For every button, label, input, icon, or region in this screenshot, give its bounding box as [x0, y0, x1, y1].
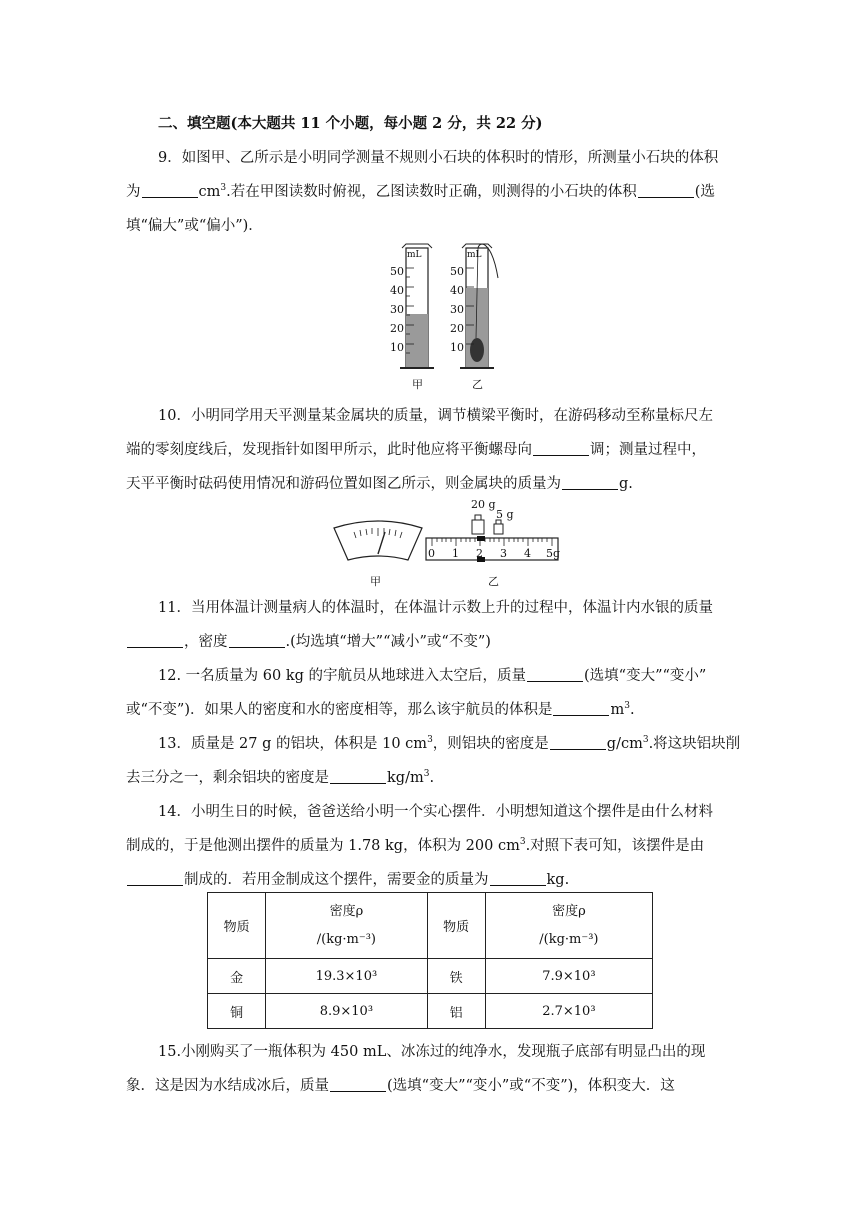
q9-line3: 填“偏大”或“偏小”)． — [126, 218, 263, 234]
table-row: 金 19.3×10³ 铁 7.9×10³ — [208, 959, 653, 994]
q10-line1: 10．小明同学用天平测量某金属块的质量，调节横梁平衡时，在游码移动至称量标尺左 — [158, 408, 713, 424]
cyl-unit-a: mL — [407, 250, 422, 260]
answer-blank[interactable] — [527, 667, 583, 682]
q15-line2: 象．这是因为水结成冰后，质量 (选填“变大”“变小”或“不变”)，体积变大．这 — [126, 1078, 675, 1094]
answer-blank[interactable] — [562, 475, 618, 490]
table-row: 铜 8.9×10³ 铝 2.7×10³ — [208, 994, 653, 1029]
pointer-dial — [334, 521, 422, 560]
q14-line2: 制成的，于是他测出摆件的质量为 1.78 kg，体积为 200 $cm^3$.对照下表可知，该摆件是由 — [126, 837, 705, 854]
weight-label-20g: 20 g — [471, 498, 496, 511]
answer-blank[interactable] — [330, 1077, 386, 1092]
answer-blank[interactable] — [533, 441, 589, 456]
q14-line3: 制成的．若用金制成这个摆件，需要金的质量为 kg. — [126, 868, 569, 889]
fig-caption-b: 乙 — [488, 575, 499, 588]
q9-line2: 为 $cm^3$.若在甲图读数时俯视，乙图读数时正确，则测得的小石块的体积 (选 — [126, 183, 715, 200]
header-substance: 物质 — [427, 893, 485, 959]
answer-blank[interactable] — [553, 701, 609, 716]
answer-blank[interactable] — [638, 183, 694, 198]
weight-label-5g: 5 g — [496, 508, 514, 521]
cylinder-b — [460, 244, 498, 368]
density-table — [207, 892, 653, 1029]
q9-line1: 9．如图甲、乙所示是小明同学测量不规则小石块的体积时的情形，所测量小石块的体积 — [158, 150, 719, 166]
q12-line2: 或“不变”)．如果人的密度和水的密度相等，那么该宇航员的体积是 $m^3$. — [126, 701, 635, 718]
answer-blank[interactable] — [229, 633, 285, 648]
fig-caption-b: 乙 — [472, 378, 483, 391]
q11-line1: 11．当用体温计测量病人的体温时，在体温计示数上升的过程中，体温计内水银的质量 — [158, 600, 713, 616]
answer-blank[interactable] — [490, 871, 546, 886]
q10-line3: 天平平衡时砝码使用情况和游码位置如图乙所示，则金属块的质量为 g. — [126, 476, 633, 492]
table-header-row — [208, 893, 653, 959]
q13-line1: 13．质量是 27 g 的铝块，体积是 10 $cm^3$，则铝块的密度是 $g/cm^3$.将这块铝块削 — [158, 735, 741, 752]
q11-line2: ，密度 .(均选填“增大”“减小”或“不变”) — [126, 630, 491, 651]
q14-line1: 14．小明生日的时候，爸爸送给小明一个实心摆件．小明想知道这个摆件是由什么材料 — [158, 804, 713, 820]
q12-line1: 12. 一名质量为 60 kg 的宇航员从地球进入太空后，质量 (选填“变大”“变小” — [158, 668, 707, 684]
header-density: 密度ρ /(kg·m⁻³) — [485, 893, 652, 959]
answer-blank[interactable] — [142, 183, 198, 198]
fig-caption-a: 甲 — [412, 378, 423, 391]
header-substance: 物质 — [208, 893, 266, 959]
cyl-ticks-a: 50 40 30 20 10 — [390, 265, 404, 354]
section-heading: 二、填空题(本大题共 11 个小题，每小题 2 分，共 22 分) — [158, 115, 543, 132]
weights-and-scale — [426, 515, 558, 562]
header-density: 密度ρ /(kg·m⁻³) — [266, 893, 427, 959]
fig-caption-a: 甲 — [370, 575, 381, 588]
answer-blank[interactable] — [550, 735, 606, 750]
answer-blank[interactable] — [127, 633, 183, 648]
cyl-unit-b: mL — [467, 250, 482, 260]
q13-line2: 去三分之一，剩余铝块的密度是 $kg/m^3$. — [126, 769, 435, 786]
cyl-ticks-b: 50 40 30 20 10 — [450, 265, 464, 354]
q15-line1: 15.小刚购买了一瓶体积为 450 mL、冰冻过的纯净水，发现瓶子底部有明显凸出的现 — [158, 1044, 706, 1060]
answer-blank[interactable] — [127, 871, 183, 886]
answer-blank[interactable] — [330, 769, 386, 784]
q10-line2: 端的零刻度线后，发现指针如图甲所示，此时他应将平衡螺母向 调；测量过程中， — [126, 442, 706, 458]
cylinder-a — [400, 244, 434, 368]
balance-figure — [328, 498, 562, 588]
